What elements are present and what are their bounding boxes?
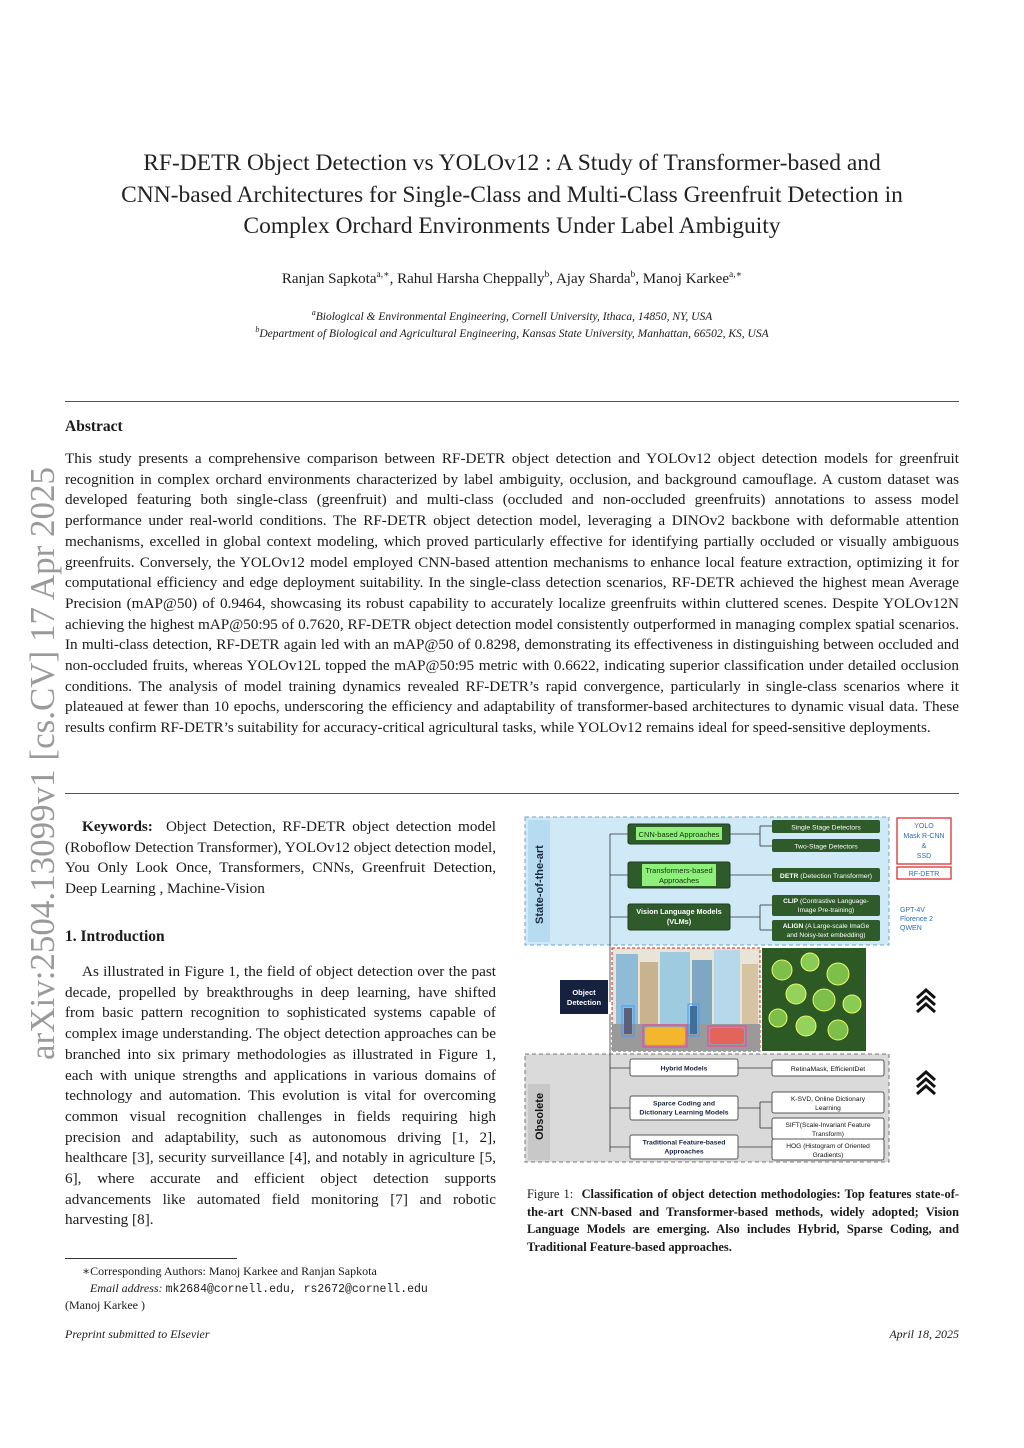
caption-text: Classification of object detection methodologies: Top features state-of-the-art CNN-based and Transformer-based methods, widely adopted; Vision Language Models are emerging. Also includes Hybrid, Sparse Coding, and Traditional Feature-based approaches. bbox=[527, 1187, 959, 1254]
footer-journal: Preprint submitted to Elsevier bbox=[65, 1327, 210, 1341]
chevron-up-icon bbox=[917, 990, 935, 1012]
author-name: Ranjan Sapkota bbox=[281, 271, 377, 287]
title-line: CNN-based Architectures for Single-Class and Multi-Class Greenfruit Detection in bbox=[121, 181, 903, 208]
email-addresses: mk2684@cornell.edu, rs2672@cornell.edu bbox=[165, 1283, 428, 1296]
city-scene-image bbox=[612, 948, 760, 1051]
detr-rest: (Detection Transformer) bbox=[798, 873, 873, 880]
vlm-example: GPT-4V bbox=[900, 907, 925, 914]
arxiv-id: arXiv:2504.13099v1 [cs.CV] 17 Apr 2025 bbox=[23, 466, 62, 1060]
figure-1 bbox=[520, 812, 960, 1168]
keywords bbox=[65, 817, 496, 900]
footnote-corresponding: ∗Corresponding Authors: Manoj Karkee and Ranjan Sapkota bbox=[82, 1264, 377, 1278]
author-list: Ranjan Sapkota$^{a,∗}$, Rahul Harsha Cheppally$^b$, Ajay Sharda$^b$, Manoj Karkee$^{a,∗}$ bbox=[281, 270, 743, 287]
vlm-example: Florence 2 bbox=[900, 916, 934, 923]
sift-label: Transform) bbox=[812, 1131, 844, 1138]
abstract-heading: Abstract bbox=[65, 418, 123, 435]
author-sup: a,∗ bbox=[376, 270, 390, 280]
divider bbox=[65, 793, 959, 794]
align-label bbox=[783, 923, 870, 930]
affiliation-sup: a bbox=[311, 308, 316, 317]
single-stage-label: Single Stage Detectors bbox=[791, 824, 861, 832]
keywords-text: Object Detection, RF-DETR object detection model (Roboflow Detection Transformer), YOLOv12 object detection model, You Only Look Once, Transformers, CNNs, Greenfruit Detection, Deep Learning , Machine-Vision bbox=[65, 818, 497, 898]
keywords-label: Keywords: bbox=[82, 818, 153, 835]
author-sup: a,∗ bbox=[729, 270, 743, 280]
align-bold: ALIGN bbox=[782, 923, 804, 930]
chevron-up-icon bbox=[917, 1072, 935, 1094]
footnote-email bbox=[65, 1280, 496, 1298]
author-name: Ajay Sharda bbox=[555, 271, 631, 287]
obsolete-label: Obsolete bbox=[534, 1092, 546, 1140]
cnn-example: Mask R-CNN bbox=[903, 833, 945, 840]
detr-label bbox=[780, 873, 872, 880]
clip-label-line2: Image Pre-training) bbox=[797, 907, 855, 914]
author-name: Manoj Karkee bbox=[642, 271, 729, 287]
affiliation bbox=[100, 308, 924, 323]
footer-date: April 18, 2025 bbox=[889, 1327, 959, 1341]
affiliation bbox=[100, 325, 924, 340]
sparse-coding-label: Dictionary Learning Models bbox=[639, 1109, 729, 1117]
affiliation-sup: b bbox=[255, 325, 260, 334]
ksvd-label: Learning bbox=[815, 1105, 841, 1112]
detr-bold: DETR bbox=[779, 873, 799, 880]
affiliation-text: Biological & Environmental Engineering, Cornell University, Ithaca, 14850, NY, USA bbox=[315, 310, 713, 323]
author-name: Rahul Harsha Cheppally bbox=[397, 271, 545, 287]
hog-label: Gradients) bbox=[812, 1152, 844, 1159]
clip-label bbox=[783, 898, 869, 905]
abstract-text: This study presents a comprehensive comparison between RF-DETR object detection and YOLOv12 object detection models for greenfruit recognition in complex orchard environments characterized by label ambiguity, occlusion, and background camouflage. A custom dataset was developed featuring both single-class (greenfruit) and multi-class (occluded and non-occluded greenfruits) annotations to assess model performance under real-world conditions. The RF-DETR object detection model, leveraging a DINOv2 backbone with deformable attention mechanisms, excelled in global context modeling, which proved particularly effective for identifying partially occluded or visually ambiguous greenfruits. Conversely, the YOLOv12 model employed CNN-based attention mechanisms to enhance local feature extraction, optimizing it for computational efficiency and edge deployment suitability. In the single-class detection scenarios, RF-DETR achieved the highest mean Average Precision (mAP@50) of 0.9464, showcasing its robust capability to accurately localize greenfruits within cluttered scenes. Despite YOLOv12N achieving the highest mAP@50:95 of 0.7620, RF-DETR object detection model consistently outperformed in managing complex spatial scenarios. In multi-class detection, RF-DETR again led with an mAP@50 of 0.8298, demonstrating its effectiveness in distinguishing between occluded and non-occluded fruits, whereas YOLOv12L topped the mAP@50:95 metric with 0.6622, indicating superior classification under detailed occlusion conditions. The analysis of model training dynamics revealed RF-DETR’s rapid convergence, particularly in single-class scenarios where it plateaued at fewer than 10 epochs, underscoring the efficiency and adaptability of transformer-based architectures to dynamic visual data. These results confirm RF-DETR’s suitability for accuracy-critical agricultural tasks, while YOLOv12 remains ideal for speed-sensitive deployments. bbox=[65, 450, 959, 737]
email-owner: (Manoj Karkee ) bbox=[65, 1298, 145, 1312]
affiliation-text: Department of Biological and Agricultural Engineering, Kansas State University, Manhattan, 66502, KS, USA bbox=[259, 327, 769, 340]
clip-rest: (Contrastive Language- bbox=[798, 898, 869, 905]
align-label-line2: and Noisy-text embedding) bbox=[786, 932, 866, 939]
hybrid-models-label: Hybrid Models bbox=[660, 1065, 708, 1073]
object-detection-label: Detection bbox=[566, 998, 602, 1007]
ksvd-label: K-SVD, Online Dictionary bbox=[790, 1096, 866, 1103]
author-sup: b bbox=[544, 270, 550, 280]
email-label: Email address: bbox=[90, 1281, 163, 1295]
retinamask-label: RetinaMask, EfficientDet bbox=[790, 1066, 866, 1073]
hog-label: HOG (Histogram of Oriented bbox=[786, 1143, 870, 1150]
cnn-approach-label: CNN-based Approaches bbox=[638, 830, 720, 839]
author-sup: b bbox=[630, 270, 636, 280]
arxiv-stamp bbox=[0, 0, 66, 1080]
footnote-rule bbox=[65, 1258, 237, 1259]
divider bbox=[65, 401, 959, 402]
sift-label: SIFT(Scale-Invariant Feature bbox=[785, 1122, 871, 1129]
cnn-example: & bbox=[921, 843, 927, 850]
clip-bold: CLIP bbox=[783, 898, 799, 905]
object-detection-label: Object bbox=[572, 988, 596, 997]
intro-paragraph: As illustrated in Figure 1, the field of object detection over the past decade, propelled by breakthroughs in deep learning, have shifted from basic pattern recognition to sophisticated systems capable of complex image understanding. The object detection approaches can be branched into six primary methodologies as illustrated in Figure 1, each with unique strengths and applications in various domains of technology and automation. This evolution is vital for overcoming common visual recognition challenges in fields requiring high precision and adaptability, such as autonomous driving [1, 2], healthcare [3], security surveillance [4], and notably in agriculture [5, 6], where accurate and efficient object detection supports advancements like automated field monitoring [7] and robotic harvesting [8]. bbox=[65, 963, 496, 1229]
sparse-coding-label: Sparce Coding and bbox=[653, 1100, 715, 1108]
figure-caption bbox=[527, 1186, 959, 1256]
title-line: RF-DETR Object Detection vs YOLOv12 : A Study of Transformer-based and bbox=[143, 150, 881, 176]
caption-prefix: Figure 1: bbox=[527, 1187, 574, 1201]
paper-title bbox=[80, 148, 944, 243]
vlm-approach-label: (VLMs) bbox=[666, 917, 692, 926]
title-line: Complex Orchard Environments Under Label Ambiguity bbox=[243, 213, 781, 239]
align-rest: (A Large-scale ImaGe bbox=[803, 923, 870, 930]
object-detection-box bbox=[560, 980, 608, 1014]
transformer-approach-label: Transformers-based bbox=[645, 866, 713, 875]
cnn-example: SSD bbox=[916, 853, 932, 860]
vlm-approach-label: Vision Language Models bbox=[636, 907, 722, 916]
greenfruit-image bbox=[762, 948, 866, 1051]
vlm-example: QWEN bbox=[900, 925, 922, 932]
traditional-label: Approaches bbox=[664, 1148, 704, 1156]
section-heading: 1. Introduction bbox=[65, 928, 165, 945]
cnn-example: YOLO bbox=[914, 823, 934, 830]
two-stage-label: Two-Stage Detectors bbox=[794, 843, 858, 851]
transformer-example: RF-DETR bbox=[908, 871, 940, 878]
traditional-label: Traditional Feature-based bbox=[642, 1139, 726, 1147]
transformer-approach-label: Approaches bbox=[658, 876, 700, 885]
sota-label: State-of-the-art bbox=[534, 845, 546, 924]
